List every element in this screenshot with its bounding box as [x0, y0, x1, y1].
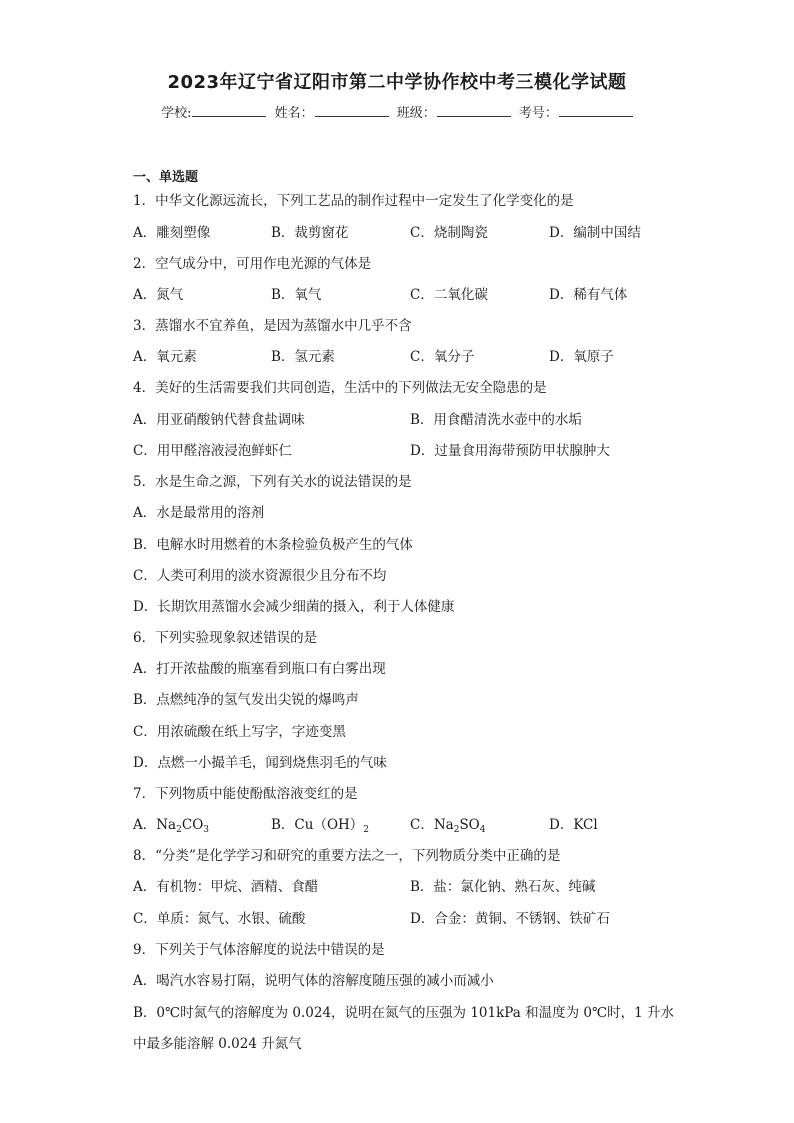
- q9-option-a: A．喝汽水容易打隔，说明气体的溶解度随压强的减小而减小: [133, 973, 494, 989]
- question-5: 5．水是生命之源，下列有关水的说法错误的是: [133, 474, 412, 490]
- question-6: 6．下列实验现象叙述错误的是: [133, 630, 318, 646]
- q1-option-a: A．雕刻塑像: [133, 225, 211, 241]
- section-heading: 一、单选题: [133, 170, 199, 185]
- q1-option-d: D．编制中国结: [549, 225, 641, 241]
- q9-option-b: B．0℃时氮气的溶解度为 0.024，说明在氮气的压强为 101kPa 和温度为 0℃时，1 升水: [133, 1005, 674, 1021]
- q6-option-c: C．用浓硫酸在纸上写字，字迹变黑: [133, 724, 346, 740]
- question-1: 1．中华文化源远流长，下列工艺品的制作过程中一定发生了化学变化的是: [133, 193, 574, 209]
- q3-option-a: A．氧元素: [133, 349, 197, 365]
- q4-option-d: D．过量食用海带预防甲状腺肿大: [410, 443, 610, 459]
- class-blank[interactable]: [437, 104, 511, 117]
- q6-option-b: B．点燃纯净的氢气发出尖锐的爆鸣声: [133, 692, 359, 708]
- q7-option-c: C．$Na_2SO_4$: [410, 817, 486, 835]
- q2-option-b: B．氧气: [271, 287, 322, 303]
- q7-option-a: A．$Na_2CO_3$: [133, 817, 209, 835]
- q8-option-d: D．合金：黄铜、不锈钢、铁矿石: [410, 911, 610, 927]
- question-2: 2．空气成分中，可用作电光源的气体是: [133, 256, 372, 272]
- q2-option-d: D．稀有气体: [549, 287, 628, 303]
- question-7: 7．下列物质中能使酚酞溶液变红的是: [133, 786, 358, 802]
- q2-option-c: C．二氧化碳: [410, 287, 488, 303]
- page-title: 2023年辽宁省辽阳市第二中学协作校中考三模化学试题: [167, 72, 627, 93]
- school-blank[interactable]: [192, 104, 266, 117]
- student-info-row: [0, 102, 794, 121]
- name-blank[interactable]: [315, 104, 389, 117]
- q8-option-b: B．盐：氯化钠、熟石灰、纯碱: [410, 879, 596, 895]
- exam-number-blank[interactable]: [559, 104, 633, 117]
- name-field: 姓名：: [275, 102, 389, 121]
- question-8: 8．“分类”是化学学习和研究的重要方法之一，下列物质分类中正确的是: [133, 848, 561, 864]
- q1-option-b: B．裁剪窗花: [271, 225, 349, 241]
- q3-option-b: B．氢元素: [271, 349, 335, 365]
- q1-option-c: C．烧制陶瓷: [410, 225, 488, 241]
- q2-option-a: A．氮气: [133, 287, 184, 303]
- q5-option-c: C．人类可利用的淡水资源很少且分布不均: [133, 568, 387, 584]
- q8-option-c: C．单质：氮气、水银、硫酸: [133, 911, 306, 927]
- q4-option-b: B．用食醋清洗水壶中的水垢: [410, 412, 582, 428]
- q5-option-b: B．电解水时用燃着的木条检验负极产生的气体: [133, 537, 413, 553]
- q3-option-d: D．氧原子: [549, 349, 614, 365]
- q5-option-d: D．长期饮用蒸馏水会减少细菌的摄入，利于人体健康: [133, 599, 455, 615]
- question-4: 4．美好的生活需要我们共同创造，生活中的下列做法无安全隐患的是: [133, 380, 547, 396]
- q9-option-b-continued: 中最多能溶解 0.024 升氮气: [133, 1036, 302, 1052]
- school-field: 学校:: [161, 102, 266, 121]
- q8-option-a: A．有机物：甲烷、酒精、食醋: [133, 879, 319, 895]
- question-9: 9．下列关于气体溶解度的说法中错误的是: [133, 942, 385, 958]
- q6-option-a: A．打开浓盐酸的瓶塞看到瓶口有白雾出现: [133, 661, 386, 677]
- q4-option-c: C．用甲醛溶液浸泡鲜虾仁: [133, 443, 292, 459]
- question-3: 3．蒸馏水不宜养鱼，是因为蒸馏水中几乎不含: [133, 318, 412, 334]
- q7-option-b: B．$Cu(OH)_2$: [271, 817, 370, 835]
- class-field: 班级：: [397, 102, 511, 121]
- q4-option-a: A．用亚硝酸钠代替食盐调味: [133, 412, 305, 428]
- q6-option-d: D．点燃一小撮羊毛，闻到烧焦羽毛的气味: [133, 755, 387, 771]
- exam-number-field: 考号：: [519, 102, 633, 121]
- q3-option-c: C．氧分子: [410, 349, 475, 365]
- q5-option-a: A．水是最常用的溶剂: [133, 505, 265, 521]
- q7-option-d: D．KCl: [549, 817, 598, 833]
